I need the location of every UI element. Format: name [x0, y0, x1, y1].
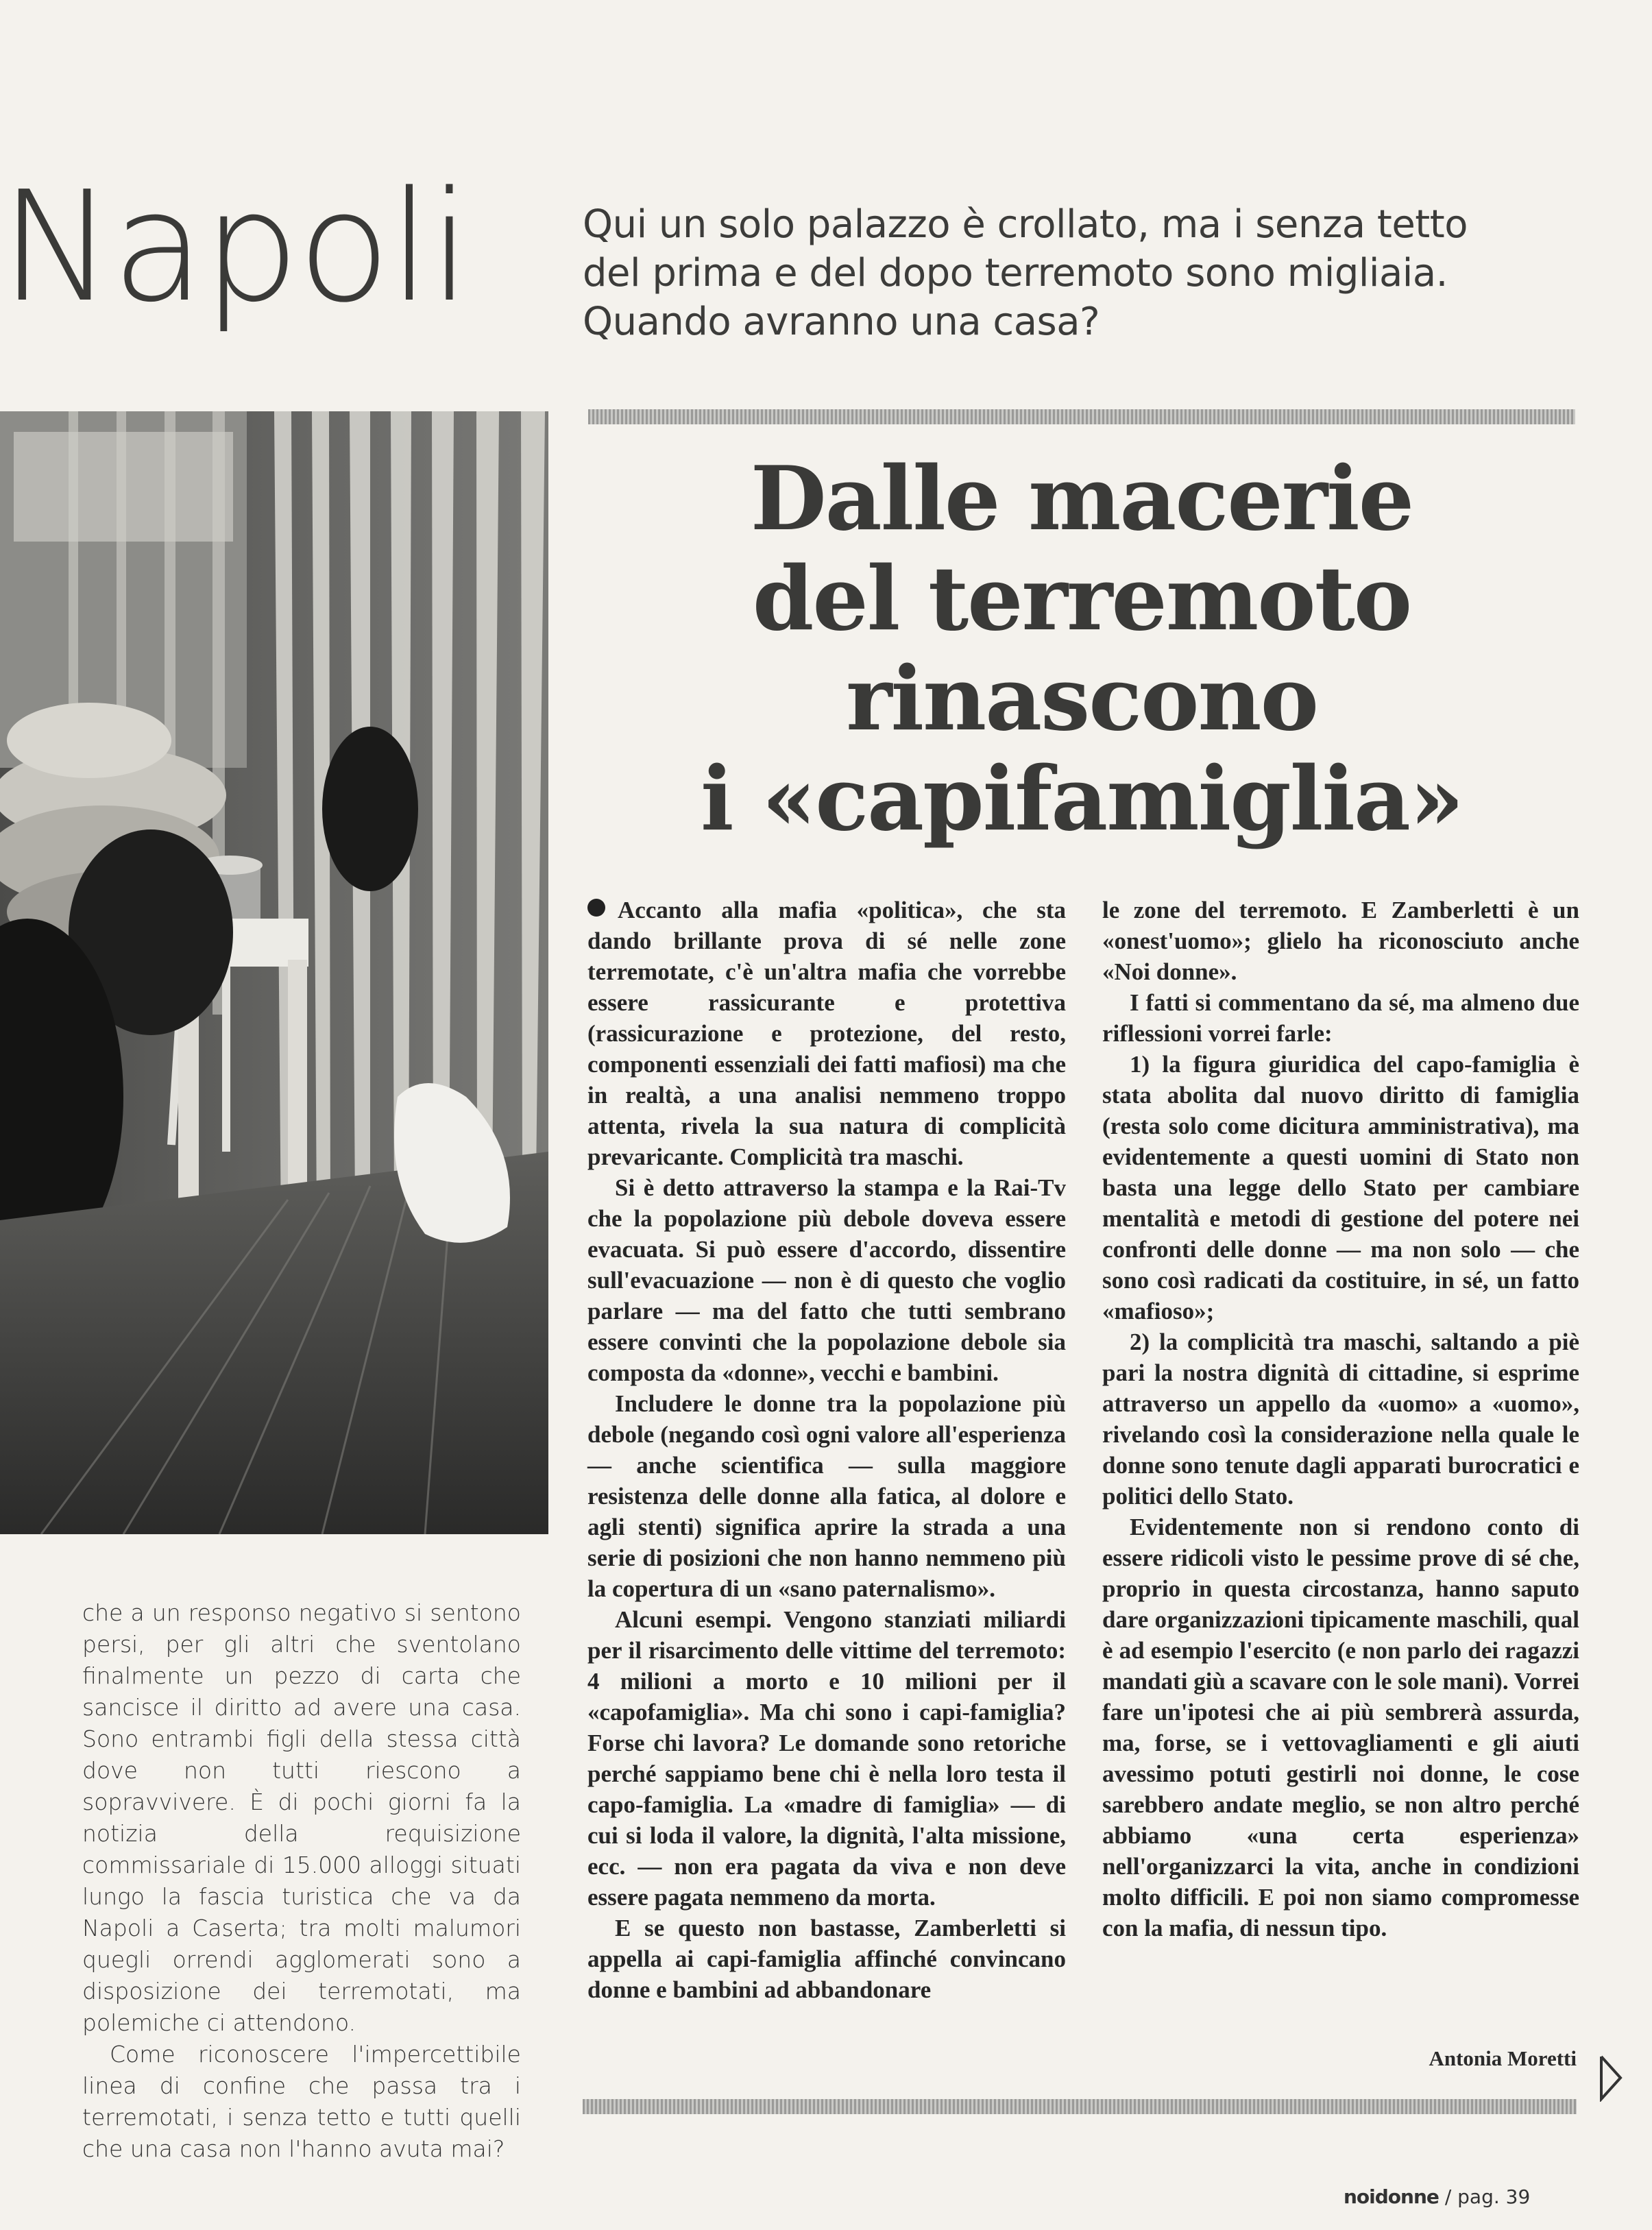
deck-line: Qui un solo palazzo è crollato, ma i senza tetto [583, 202, 1468, 247]
column-middle [587, 895, 1066, 2005]
page-footer [1344, 2185, 1618, 2208]
page-label: pag. [1457, 2185, 1500, 2208]
magazine-logo: noidonne [1344, 2185, 1439, 2208]
numbered-paragraph: 1) la figura giuridica del capo-famiglia è stata abolita dal nuovo diritto di famiglia (resta solo come dicitura amministrativa), ma evidentemente a questi uomini di Stato non basta una legge dello Stato per cambiare mentalità e metodi di gestione del potere nei confronti delle donne — ma non solo — che sono così radicati da costituire, in sé, un fatto «mafioso»; [1102, 1051, 1579, 1324]
footer-separator: / [1444, 2185, 1452, 2208]
paragraph: E se questo non bastasse, Zamberletti si appella ai capi-famiglia affinché convincano donne e bambini ad abbandonare [587, 1915, 1066, 2003]
paragraph: Come riconoscere l'impercettibile linea di confine che passa tra i terremotati, i senza tetto e tutti quelli che una casa non l'hanno avuta mai? [82, 2041, 521, 2162]
headline [588, 449, 1575, 849]
continue-arrow-icon [1597, 2054, 1625, 2102]
author-signature: Antonia Moretti [1429, 2046, 1577, 2070]
deck-line: Quando avranno una casa? [583, 300, 1100, 344]
numbered-paragraph: 2) la complicità tra maschi, saltando a piè pari la nostra dignità di cittadine, si esprime attraverso un appello da «uomo» a «uomo», rivelando così la considerazione nella quale le donne sono tenute dagli apparati burocratici e politici dello Stato. [1102, 1329, 1579, 1510]
column-right [1102, 895, 1579, 1943]
headline-line: rinascono [846, 648, 1317, 751]
paragraph: I fatti si commentano da sé, ma almeno due riflessioni vorrei farle: [1102, 989, 1579, 1047]
headline-line: Dalle macerie [750, 448, 1413, 550]
paragraph: che a un responso negativo si sentono persi, per gli altri che sventolano finalmente un pezzo di carta che sancisce il diritto ad avere una casa. Sono entrambi figli della stessa città dove non tutti riescono a sopravvivere. È di pochi giorni fa la notizia della requisizione commissariale di 15.000 alloggi situati lungo la fascia turistica che va da Napoli a Caserta; tra molti malumori quegli orrendi agglomerati sono a disposizione dei terremotati, ma polemiche ci attendono. [82, 1599, 521, 2036]
article-deck [583, 200, 1590, 346]
paragraph: Si è detto attraverso la stampa e la Rai-Tv che la popolazione più debole doveva essere evacuata. Si può essere d'accordo, dissentire sull'evacuazione — non è di questo che voglio parlare — ma del fatto che tutti sembrano essere convinti che la popolazione debole sia composta da «donne», vecchi e bambini. [587, 1174, 1066, 1386]
paragraph: Alcuni esempi. Vengono stanziati miliardi per il risarcimento delle vittime del terremoto: 4 milioni a morto e 10 milioni per il «capofamiglia». Ma chi sono i capi-famiglia? Forse chi lavora? Le domande sono retoriche perché sappiamo bene chi è nella loro testa il capo-famiglia. La «madre di famiglia» — di cui si loda il valore, la dignità, l'alta missione, ecc. — non era pagata da viva e non deve essere pagata nemmeno da morta. [587, 1606, 1066, 1911]
bullet-icon [587, 899, 605, 917]
paragraph: le zone del terremoto. E Zamberletti è un «onest'uomo»; glielo ha riconosciuto anche «Noi donne». [1102, 897, 1579, 985]
bottom-rule [583, 2099, 1577, 2114]
top-rule [588, 409, 1575, 424]
column-left [82, 1597, 521, 2165]
headline-line: del terremoto [752, 548, 1411, 651]
deck-line: del prima e del dopo terremoto sono migliaia. [583, 251, 1448, 295]
headline-line: i «capifamiglia» [701, 748, 1463, 851]
section-kicker: Napoli [0, 159, 470, 336]
paragraph: Includere le donne tra la popolazione più debole (negando così ogni valore all'esperienza — anche scientifica — sulla maggiore resistenza delle donne alla fatica, al dolore e agli stenti) significa aprire la strada a una serie di posizioni che non hanno nemmeno più la copertura di un «sano paternalismo». [587, 1390, 1066, 1602]
page-number: 39 [1505, 2185, 1531, 2208]
paragraph: Evidentemente non si rendono conto di essere ridicoli visto le pessime prove di sé che, proprio in questa circostanza, hanno saputo dare organizzazioni tipicamente maschili, qual è ad esempio l'esercito (e non parlo dei ragazzi mandati giù a scavare con le sole mani). Vorrei fare un'ipotesi che ai più sembrerà assurda, ma, forse, se i vettovagliamenti e gli aiuti avessimo potuti gestirli noi donne, le cose sarebbero andate meglio, se non altro perché abbiamo «una certa esperienza» nell'organizzarci la vita, anche in condizioni molto difficili. E poi non siamo compromesse con la mafia, di nessun tipo. [1102, 1514, 1579, 1941]
lead-paragraph [587, 895, 1066, 1172]
photo-image [0, 411, 548, 1534]
paragraph-text: Accanto alla mafia «politica», che sta dando brillante prova di sé nelle zone terremotate, c'è un'altra mafia che vorrebbe essere rassicurante e protettiva (rassicurazione e protezione, del resto, componenti essenziali dei fatti mafiosi) ma che in realtà, a una analisi nemmeno troppo attenta, rivela la sua natura di complicità prevaricante. Complicità tra maschi. [587, 897, 1066, 1170]
